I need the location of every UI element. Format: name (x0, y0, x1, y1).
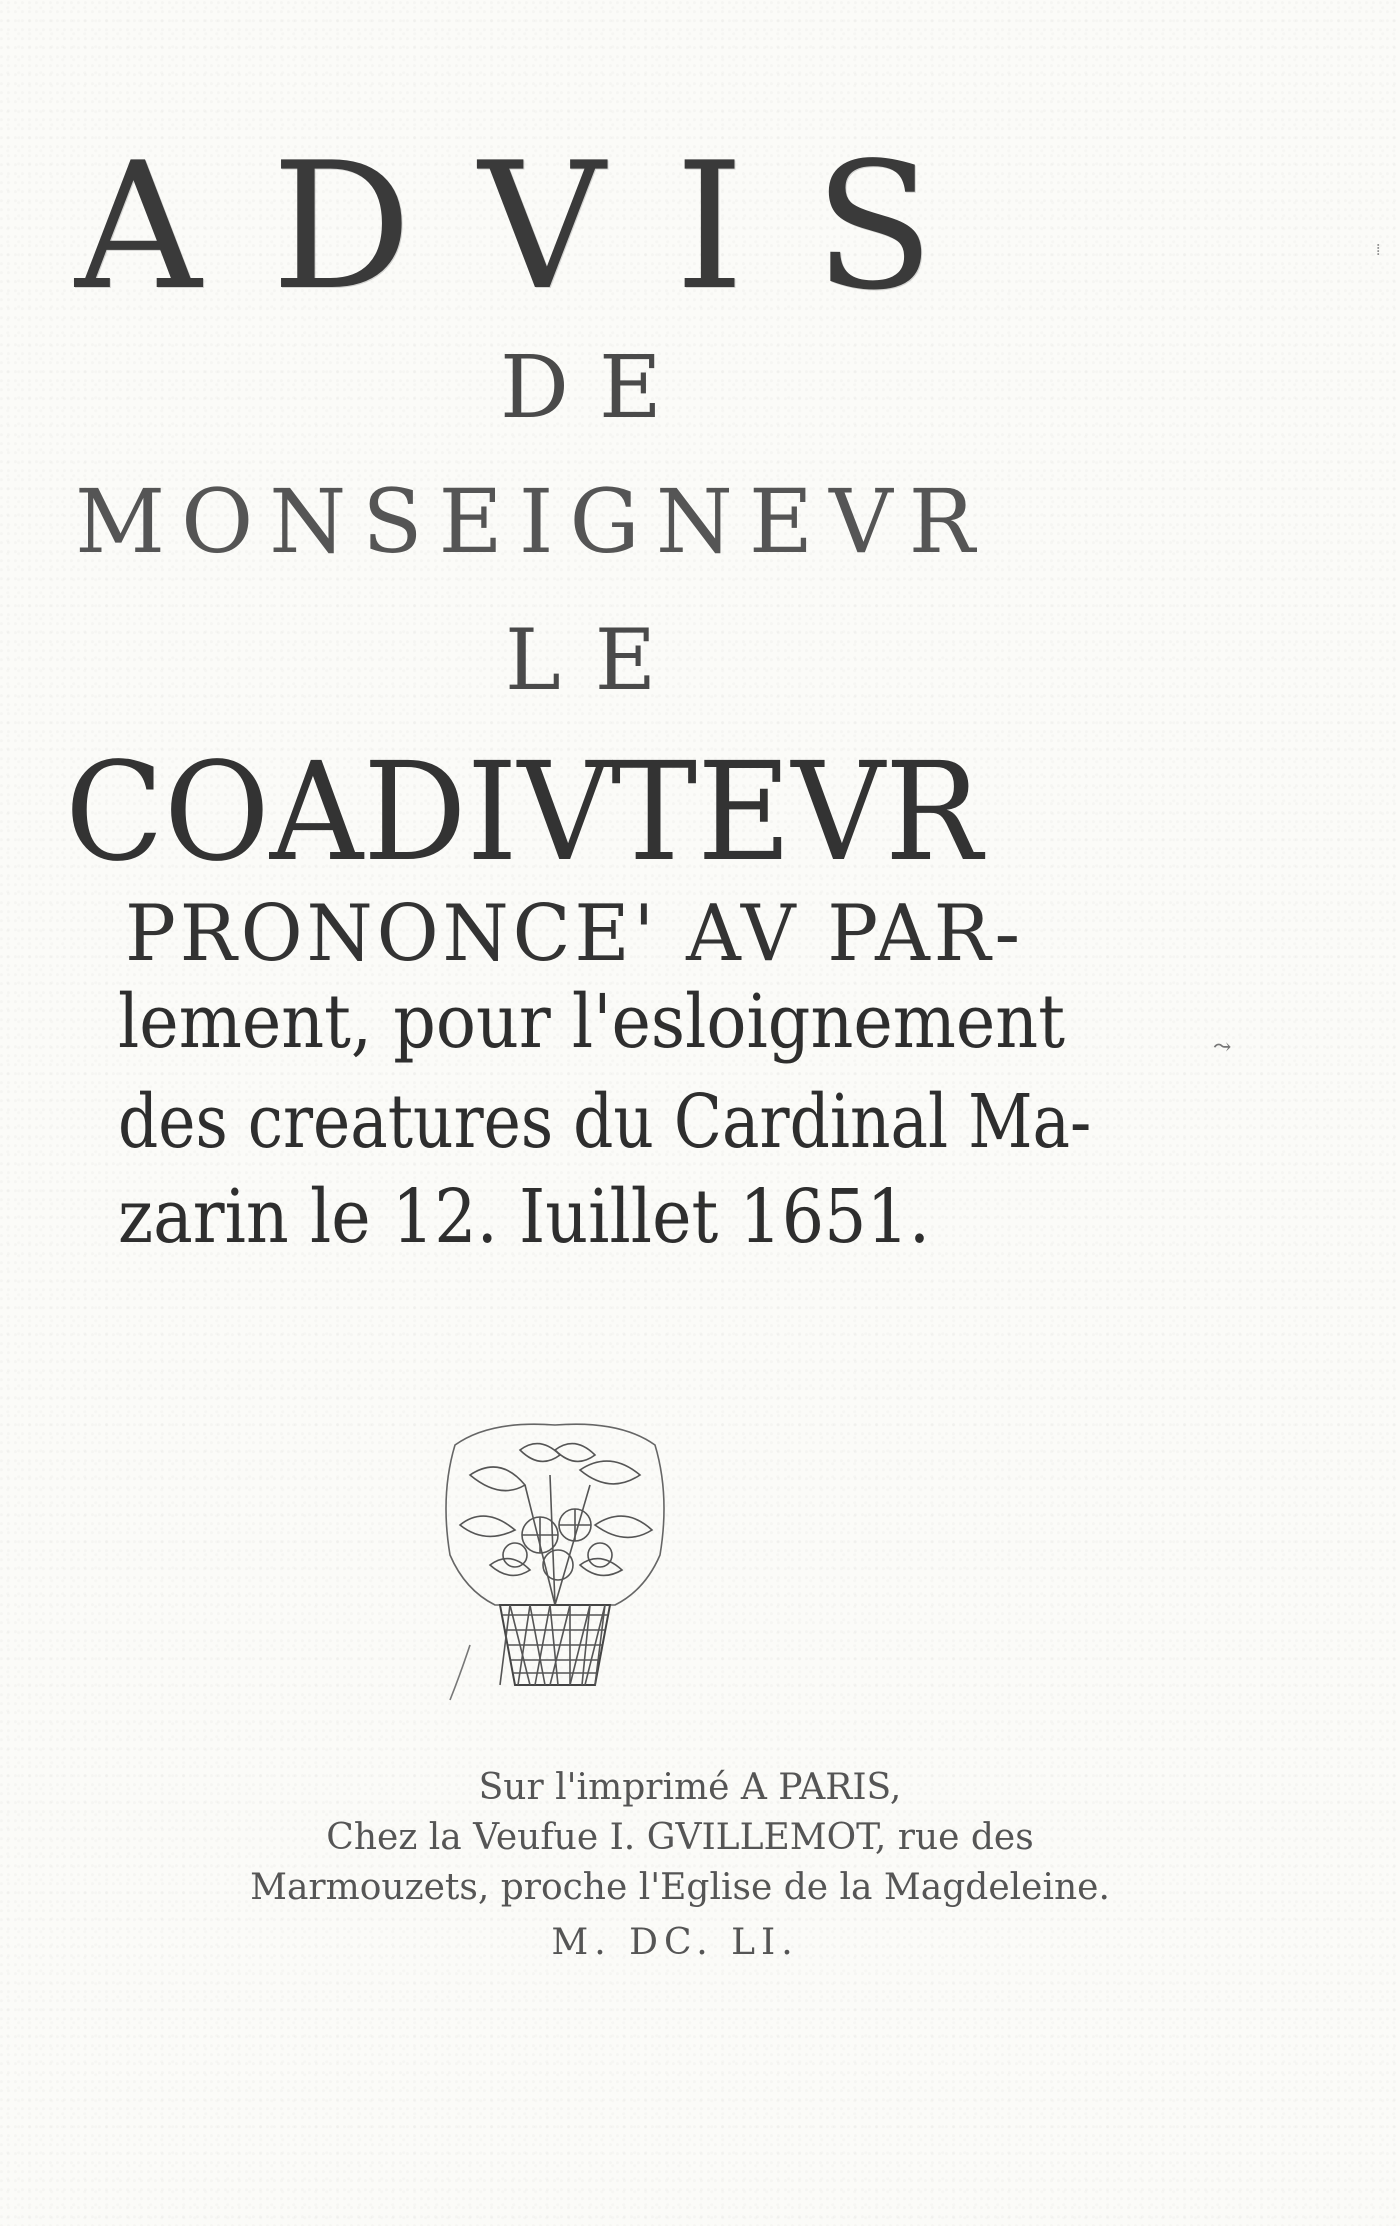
imprint-line-2: Chez la Veufue I. GVILLEMOT, rue des (326, 1817, 1034, 1858)
title-advis: ADVIS (75, 126, 1005, 329)
subtitle-prononce: PRONONCE' AV PAR- (125, 889, 1024, 979)
basket-of-flowers-woodcut-icon (430, 1415, 680, 1710)
subtitle-date-line: zarin le 12. Iuillet 1651. (118, 1174, 931, 1260)
subtitle-line-2: lement, pour l'esloignement (118, 979, 1065, 1065)
title-coadiuteur: COADIVTEVR (65, 734, 983, 892)
imprint-date: M. DC. LI. (551, 1922, 799, 1963)
title-monseigneur: MONSEIGNEVR (75, 470, 991, 573)
title-de: DE (500, 338, 692, 438)
title-le: LE (505, 611, 691, 709)
subtitle-line-3: des creatures du Cardinal Ma- (118, 1079, 1092, 1165)
imprint-line-3: Marmouzets, proche l'Eglise de la Magdeleine. (250, 1867, 1110, 1908)
imprint-line-1: Sur l'imprimé A PARIS, (478, 1767, 902, 1808)
edge-mark: ⁞ (1376, 240, 1381, 259)
margin-mark: ⤳ (1213, 1035, 1232, 1060)
